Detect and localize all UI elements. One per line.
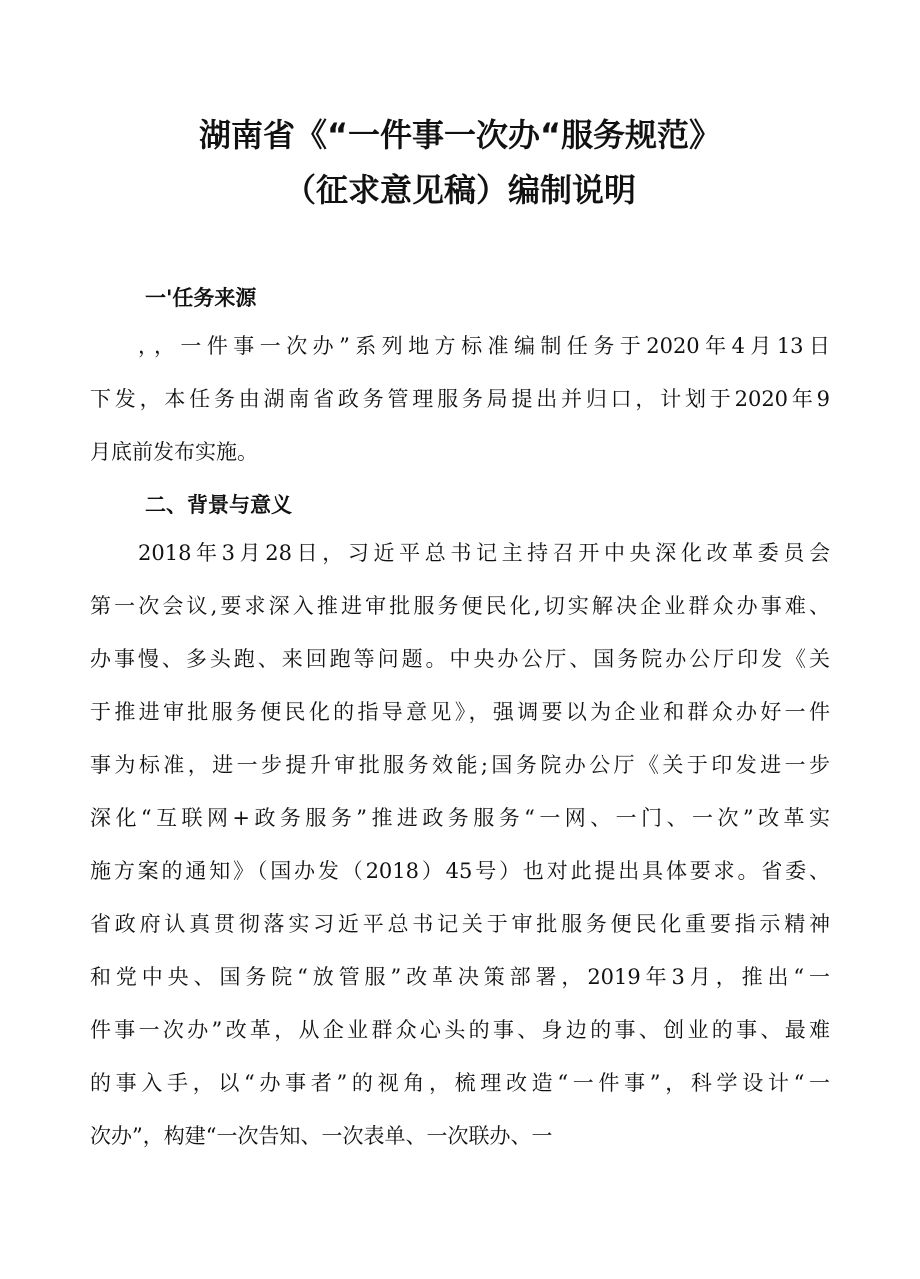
paragraph-line: 下发，本任务由湖南省政务管理服务局提出并归口，计划于2020年9 [90, 387, 830, 411]
paragraph-line: 于推进审批服务便民化的指导意见》，强调要以为企业和群众办好一件 [90, 700, 830, 724]
section-heading-background: 二、背景与意义 [145, 493, 292, 517]
paragraph-line: ，，一件事一次办”系列地方标准编制任务于2020年4月13日 [138, 334, 830, 358]
paragraph-line: 施方案的通知》（国办发（2018）45号）也对此提出具体要求。省委、 [90, 859, 830, 883]
document-title-line-2: （征求意见稿）编制说明 [283, 171, 636, 209]
paragraph-line: 第一次会议,要求深入推进审批服务便民化,切实解决企业群众办事难、 [90, 594, 830, 618]
paragraph-line: 次办”，构建“一次告知、一次表单、一次联办、一 [90, 1124, 553, 1148]
paragraph-line: 的事入手，以“办事者”的视角，梳理改造“一件事”，科学设计“一 [90, 1071, 830, 1095]
paragraph-line: 深化“互联网+政务服务”推进政务服务“一网、一门、一次”改革实 [90, 806, 830, 830]
paragraph-line: 月底前发布实施。 [90, 440, 258, 464]
paragraph-line: 和党中央、国务院“放管服”改革决策部署，2019年3月，推出“一 [90, 965, 830, 989]
section-body-task-source [90, 331, 830, 490]
paragraph-line: 办事慢、多头跑、来回跑等问题。中央办公厅、国务院办公厅印发《关 [90, 647, 830, 671]
paragraph-line: 省政府认真贯彻落实习近平总书记关于审批服务便民化重要指示精神 [90, 912, 830, 936]
document-title-line-1: 湖南省《“一件事一次办“服务规范》 [198, 116, 722, 154]
section-body-background [90, 538, 830, 1174]
section-heading-task-source: 一'任务来源 [145, 286, 257, 310]
paragraph-line: 件事一次办”改革，从企业群众心头的事、身边的事、创业的事、最难 [90, 1018, 830, 1042]
paragraph-line: 事为标准，进一步提升审批服务效能;国务院办公厅《关于印发进一步 [90, 753, 830, 777]
paragraph-line: 2018年3月28日，习近平总书记主持召开中央深化改革委员会 [138, 541, 830, 565]
